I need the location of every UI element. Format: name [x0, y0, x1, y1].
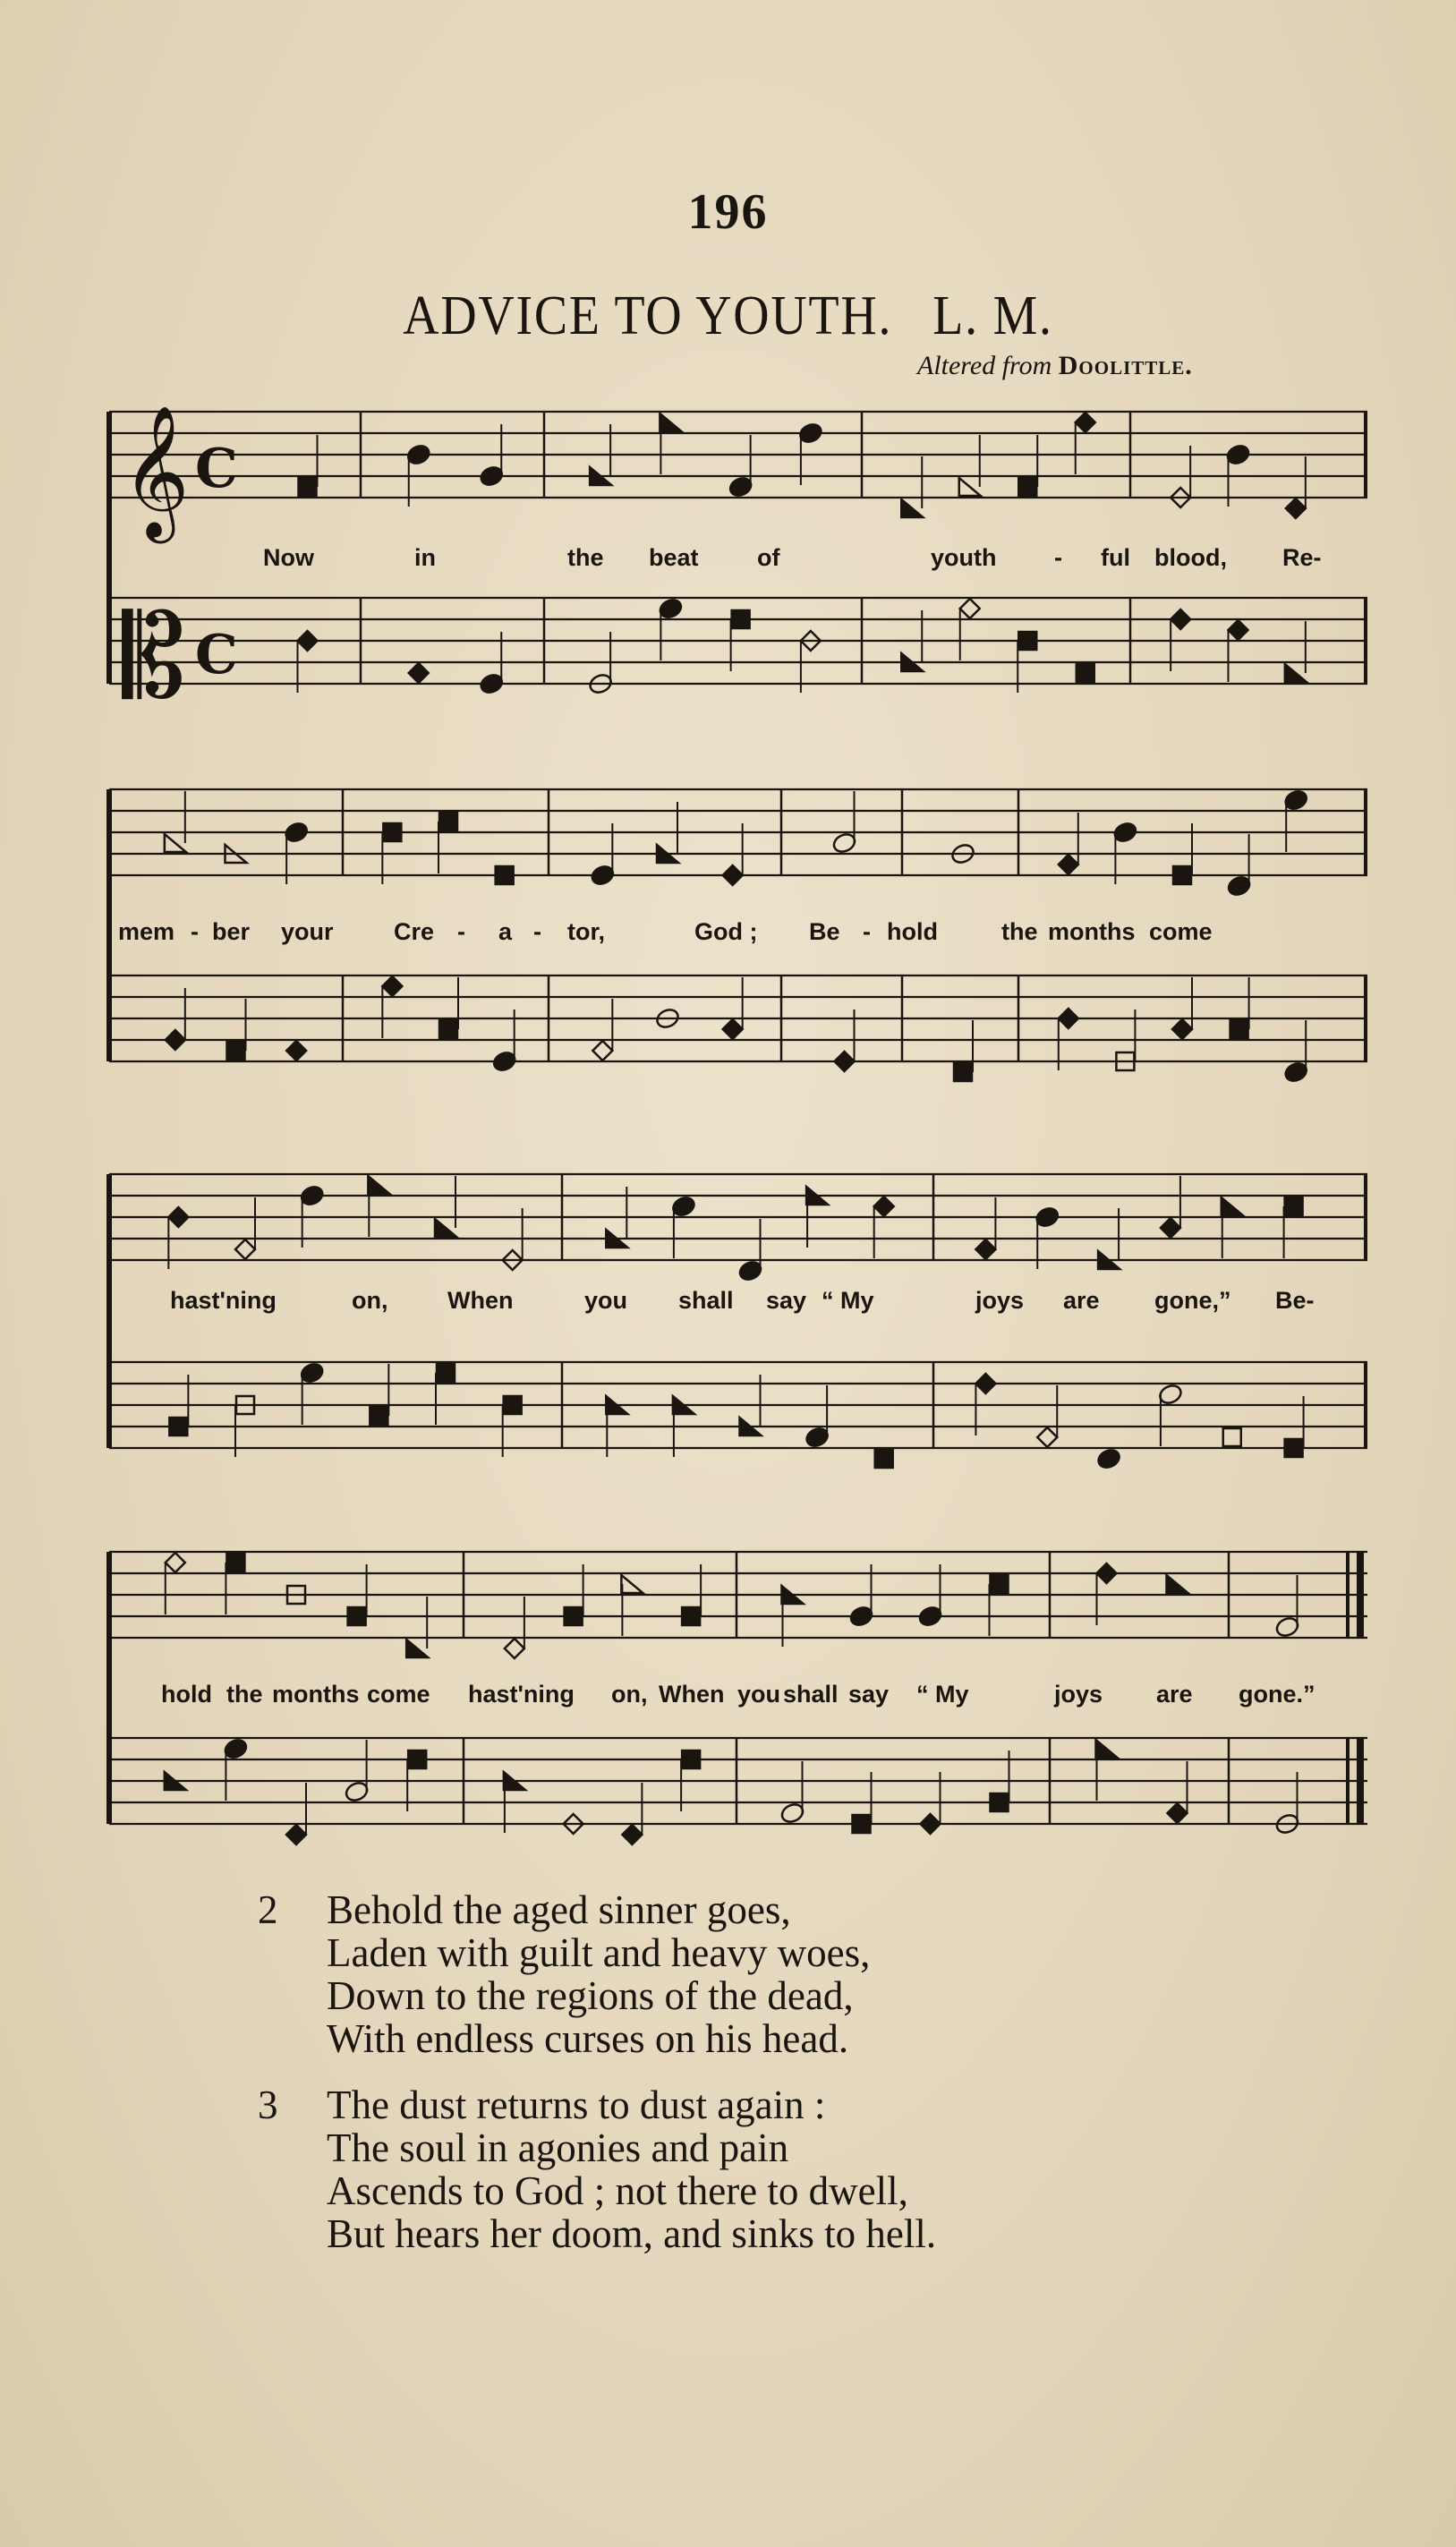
square-note-icon	[1230, 1020, 1248, 1038]
lyric-syllable: gone.”	[1239, 1681, 1316, 1708]
lyric-syllable: come	[367, 1681, 430, 1708]
diamond-note-icon	[874, 1197, 894, 1216]
diamond-note-icon	[1059, 1009, 1078, 1028]
lyric-syllable: the	[567, 544, 604, 571]
lyric-syllable: joys	[1054, 1681, 1103, 1708]
lyric-syllable: hast'ning	[170, 1287, 277, 1314]
square-note-icon	[383, 823, 401, 841]
verse-line: Laden with guilt and heavy woes,	[327, 1930, 871, 1975]
lyric-syllable: beat	[649, 544, 699, 571]
verse-line: Ascends to God ; not there to dwell,	[327, 2168, 908, 2213]
lyric-syllable: are	[1156, 1681, 1193, 1708]
diamond-note-icon	[286, 1041, 306, 1061]
diamond-note-icon	[166, 1553, 185, 1572]
square-note-icon	[991, 1575, 1009, 1593]
square-note-icon	[1173, 866, 1191, 884]
square-note-icon	[1223, 1428, 1241, 1446]
diamond-note-icon	[1229, 620, 1248, 640]
hymn-title-text: ADVICE TO YOUTH.	[403, 285, 893, 346]
square-note-icon	[732, 610, 750, 628]
diamond-note-icon	[921, 1814, 941, 1834]
lyric-syllable: hold	[161, 1681, 212, 1708]
lyric-syllable: hold	[887, 918, 938, 945]
diamond-note-icon	[1037, 1427, 1057, 1447]
triangle-note-icon	[1285, 664, 1307, 682]
lyric-syllable: say	[766, 1287, 807, 1314]
verse-line: Down to the regions of the dead,	[327, 1973, 854, 2018]
diamond-note-icon	[1097, 1563, 1117, 1583]
square-note-icon	[299, 478, 317, 496]
common-time-icon: C	[195, 438, 238, 500]
attribution-prefix: Altered from	[917, 351, 1052, 380]
diamond-note-icon	[723, 865, 743, 885]
lyric-syllable: Be-	[1275, 1287, 1315, 1314]
page-number: 196	[687, 184, 769, 240]
lyric-syllable: -	[457, 918, 465, 945]
square-note-icon	[1285, 1197, 1303, 1215]
diamond-note-icon	[1172, 1019, 1192, 1039]
square-note-icon	[1077, 664, 1094, 682]
lyric-syllable: When	[659, 1681, 725, 1708]
verse-3	[258, 2083, 936, 2255]
lyric-syllable: -	[191, 918, 199, 945]
lyric-syllable: a	[498, 918, 513, 945]
lyric-syllable: -	[1054, 544, 1062, 571]
lyric-syllable: -	[533, 918, 541, 945]
lyric-syllable: shall	[783, 1681, 839, 1708]
lyric-syllable: the	[1001, 918, 1038, 945]
verse-2	[258, 1888, 936, 2060]
verse-line: The dust returns to dust again :	[327, 2083, 826, 2127]
composer-name: Doolittle.	[1058, 351, 1193, 380]
diamond-note-icon	[1171, 609, 1190, 629]
verse-line: The soul in agonies and pain	[327, 2125, 789, 2170]
lyric-syllable: Re-	[1282, 544, 1322, 571]
diamond-note-icon	[286, 1825, 306, 1844]
verses	[258, 1888, 936, 2279]
lyrics-line-4	[106, 1681, 1367, 1716]
lyric-syllable: Be	[809, 918, 840, 945]
diamond-note-icon	[166, 1030, 185, 1050]
diamond-note-icon	[592, 1041, 612, 1061]
triangle-note-icon	[1222, 1197, 1243, 1215]
lyric-syllable: youth	[931, 544, 997, 571]
music-system-2	[106, 770, 1367, 1092]
lyric-syllable: “ My	[916, 1681, 969, 1708]
lyrics-line-2	[106, 918, 1367, 954]
round-note-icon	[1095, 1447, 1121, 1470]
square-note-icon	[875, 1450, 893, 1468]
square-note-icon	[504, 1396, 522, 1414]
verse-line: Behold the aged sinner goes,	[327, 1887, 791, 1932]
diamond-note-icon	[409, 663, 429, 683]
square-note-icon	[853, 1815, 871, 1833]
verse-number: 3	[258, 2083, 278, 2127]
square-note-icon	[1018, 478, 1036, 496]
square-note-icon	[437, 1364, 455, 1382]
tenor-clef-icon: 𝄡	[122, 591, 186, 716]
music-system-3	[106, 1154, 1367, 1477]
lyric-syllable: say	[848, 1681, 890, 1708]
square-note-icon	[954, 1063, 972, 1081]
diamond-note-icon	[622, 1825, 642, 1844]
diamond-note-icon	[835, 1052, 855, 1071]
square-note-icon	[565, 1607, 583, 1625]
square-note-icon	[439, 1020, 457, 1038]
square-note-icon	[439, 813, 457, 831]
lyric-syllable: gone,”	[1154, 1287, 1231, 1314]
hymn-metre: L. M.	[932, 285, 1053, 346]
diamond-note-icon	[975, 1374, 995, 1393]
square-note-icon	[348, 1607, 366, 1625]
hymn-title	[72, 285, 1383, 348]
lyrics-line-1	[106, 544, 1367, 580]
lyric-syllable: ber	[212, 918, 251, 945]
square-note-icon	[226, 1554, 244, 1572]
lyric-syllable: hast'ning	[468, 1681, 575, 1708]
attribution	[917, 351, 1193, 381]
square-note-icon	[991, 1793, 1009, 1811]
lyric-syllable: of	[757, 544, 780, 571]
triangle-note-icon	[660, 413, 681, 431]
triangle-note-icon	[368, 1176, 389, 1194]
lyric-syllable: on,	[352, 1287, 388, 1314]
diamond-note-icon	[382, 976, 402, 996]
music-system-1	[106, 394, 1367, 716]
square-note-icon	[370, 1407, 387, 1425]
diamond-note-icon	[1059, 855, 1078, 874]
verse-line: But hears her doom, and sinks to hell.	[327, 2211, 937, 2256]
lyric-syllable: God ;	[694, 918, 758, 945]
diamond-note-icon	[960, 599, 980, 618]
verse-line: With endless curses on his head.	[327, 2016, 849, 2061]
triangle-note-icon	[1096, 1740, 1118, 1758]
diamond-note-icon	[1076, 413, 1095, 432]
treble-clef-icon: 𝄞	[122, 405, 190, 538]
square-note-icon	[1018, 632, 1036, 650]
lyric-syllable: come	[1149, 918, 1213, 945]
diamond-note-icon	[975, 1239, 995, 1259]
diamond-note-icon	[1161, 1218, 1180, 1238]
lyric-syllable: you	[737, 1681, 781, 1708]
lyric-syllable: Cre	[394, 918, 435, 945]
lyric-syllable: months	[272, 1681, 360, 1708]
lyric-syllable: joys	[975, 1287, 1025, 1314]
lyric-syllable: are	[1063, 1287, 1100, 1314]
lyric-syllable: “ My	[822, 1287, 874, 1314]
lyric-syllable: -	[863, 918, 871, 945]
square-note-icon	[408, 1751, 426, 1768]
lyric-syllable: When	[447, 1287, 514, 1314]
triangle-note-icon	[1167, 1575, 1188, 1593]
lyrics-line-3	[106, 1287, 1367, 1323]
lyric-syllable: in	[414, 544, 436, 571]
diamond-note-icon	[1286, 498, 1306, 518]
diamond-note-icon	[723, 1019, 743, 1039]
square-note-icon	[227, 1042, 245, 1060]
music-system-4	[106, 1530, 1367, 1853]
lyric-syllable: the	[226, 1681, 263, 1708]
lyric-syllable: blood,	[1154, 544, 1227, 571]
lyric-syllable: on,	[611, 1681, 648, 1708]
diamond-note-icon	[505, 1639, 524, 1658]
square-note-icon	[682, 1751, 700, 1768]
lyric-syllable: Now	[263, 544, 314, 571]
common-time-icon: C	[195, 624, 238, 686]
square-note-icon	[682, 1607, 700, 1625]
triangle-note-icon	[406, 1640, 428, 1657]
square-note-icon	[496, 866, 514, 884]
lyric-syllable: shall	[678, 1287, 734, 1314]
lyric-syllable: ful	[1101, 544, 1130, 571]
square-note-icon	[169, 1418, 187, 1435]
lyric-syllable: mem	[118, 918, 175, 945]
square-note-icon	[1285, 1439, 1303, 1457]
lyric-syllable: tor,	[567, 918, 606, 945]
triangle-note-icon	[621, 1575, 643, 1593]
lyric-syllable: you	[584, 1287, 628, 1314]
triangle-note-icon	[901, 499, 923, 517]
verse-number: 2	[258, 1887, 278, 1932]
diamond-note-icon	[168, 1207, 188, 1227]
diamond-note-icon	[298, 631, 318, 651]
triangle-note-icon	[959, 478, 981, 496]
triangle-note-icon	[165, 834, 186, 852]
diamond-note-icon	[1168, 1803, 1188, 1823]
lyric-syllable: months	[1048, 918, 1136, 945]
lyric-syllable: your	[281, 918, 334, 945]
diamond-note-icon	[235, 1239, 255, 1259]
triangle-note-icon	[435, 1219, 456, 1237]
